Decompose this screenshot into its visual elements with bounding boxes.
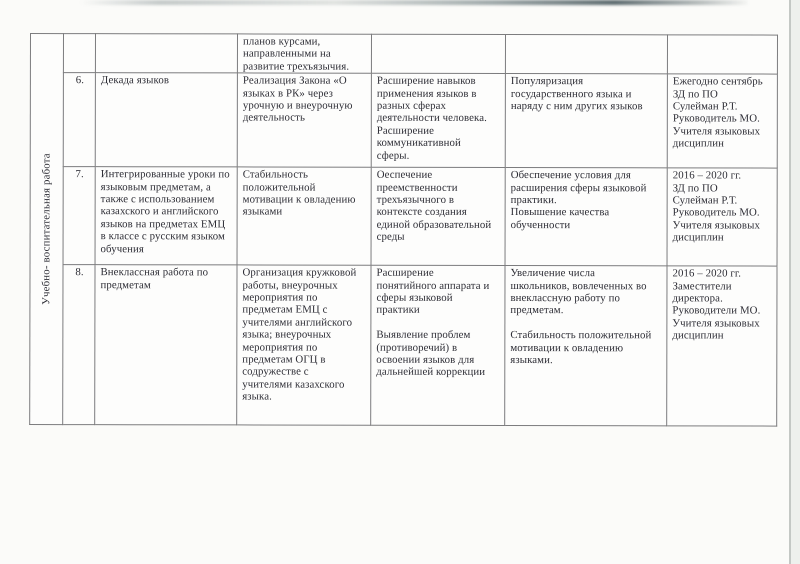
table-row — [30, 167, 777, 267]
section-label: Учебно- воспитательная работа — [40, 153, 53, 306]
row-number-cell: 8. — [63, 265, 95, 425]
social-effect-cell: Популяризация государственного языка и наряду с ним других языков — [505, 74, 667, 168]
expected-result-cell: Оеспечение преемственности трехъязычного в контексте создания единой образовательной среды — [371, 167, 505, 265]
section-label-cell — [30, 34, 64, 425]
work-plan-table — [29, 33, 778, 427]
activity-cell: Внеклассная работа по предметам — [95, 265, 237, 425]
table-row — [30, 73, 777, 169]
social-effect-cell: Обеспечение условия для расширения сферы языковой практики. Повышение качества обученности — [505, 168, 667, 266]
activity-cell: Интегрированные уроки по языковым предметам, а также с использованием казахского и английского языков на предметах ЕМЦ в классе с русским языком обучения — [95, 167, 237, 265]
content-cell: Реализация Закона «О языках в РК» через урочную и внеурочную деятельность — [237, 73, 371, 167]
social-effect-cell — [505, 34, 667, 74]
row-number-cell: 7. — [63, 167, 95, 265]
scan-artifact-right-edge-fill — [791, 0, 800, 564]
activity-cell — [95, 34, 237, 74]
expected-result-cell: Расширение понятийного аппарата и сферы языковой практики Выявление проблем (противоречий) в освоении языков для дальнейшей коррекции — [371, 265, 505, 425]
row-number-cell: 6. — [63, 73, 95, 167]
social-effect-cell: Увеличение числа школьников, вовлеченных во внеклассную работу по предметам. Стабильность положительной мотивации к овладению языками. — [505, 266, 667, 426]
table-row — [30, 34, 777, 75]
table-row — [30, 265, 777, 427]
content-cell: планов курсами, направленными на развитие трехъязычия. — [237, 34, 371, 73]
content-cell: Стабильность положительной мотивации к овладению языками — [237, 167, 371, 265]
row-number-cell — [63, 34, 95, 73]
timing-responsible-cell: Ежегодно сентябрь ЗД по ПО Сулейман Р.Т. Руководитель МО. Учителя языковых дисциплин — [667, 74, 777, 168]
timing-responsible-cell — [667, 35, 777, 74]
scan-artifact-top-edge — [80, 0, 748, 5]
timing-responsible-cell: 2016 – 2020 гг. Заместители директора. Руководители МО. Учителя языковых дисциплин — [667, 266, 777, 426]
activity-cell: Декада языков — [95, 73, 237, 167]
content-cell: Организация кружковой работы, внеурочных мероприятия по предметам ЕМЦ с учителями английского языка; внеурочных мероприятия по предметам ОГЦ в содружестве с учителями казахского языка. — [237, 265, 371, 425]
expected-result-cell: Расширение навыков применения языков в разных сферах деятельности человека. Расширение коммуникативной сферы. — [371, 73, 505, 167]
timing-responsible-cell: 2016 – 2020 гг. ЗД по ПО Сулейман Р.Т. Руководитель МО. Учителя языковых дисциплин — [667, 168, 777, 266]
expected-result-cell — [371, 34, 505, 73]
